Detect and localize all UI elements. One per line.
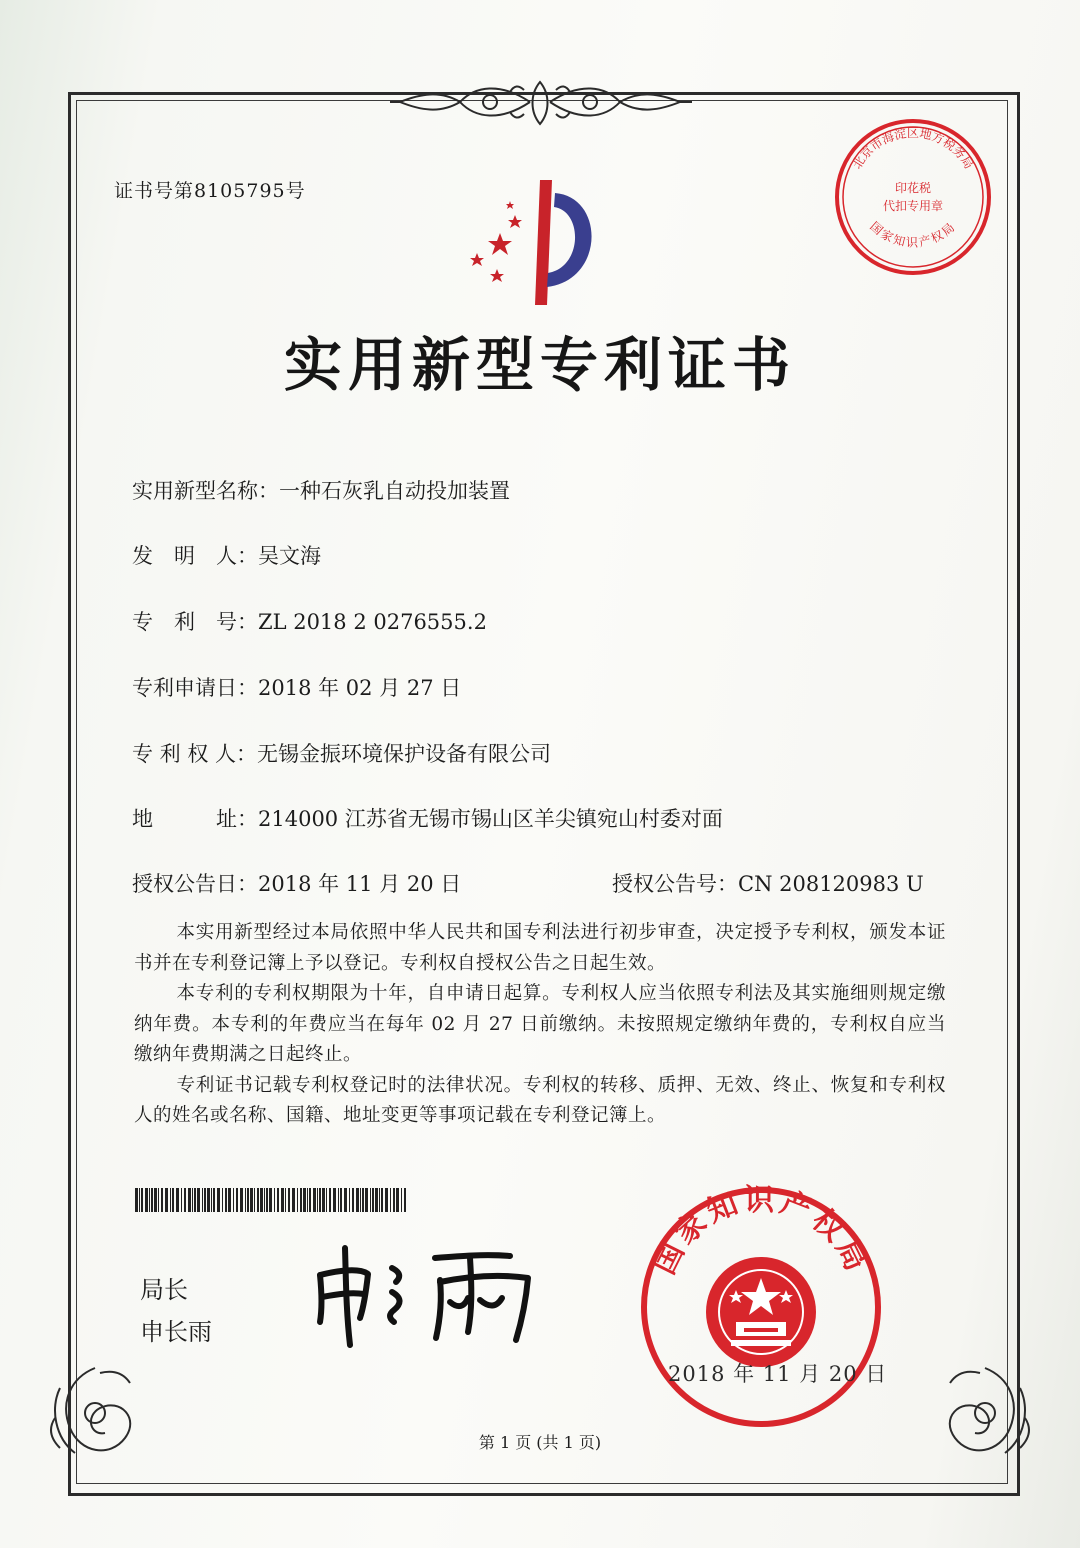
svg-text:国家知识产权局: [867, 219, 958, 249]
field-label: 专利申请日：: [132, 676, 258, 700]
body-paragraph: 本实用新型经过本局依照中华人民共和国专利法进行初步审查，决定授予专利权，颁发本证书并在专利登记簿上予以登记。专利权自授权公告之日起生效。: [134, 922, 946, 974]
tax-seal: [828, 112, 998, 282]
body-paragraph: 专利证书记载专利权登记时的法律状况。专利权的转移、质押、无效、终止、恢复和专利权人的姓名或名称、国籍、地址变更等事项记载在专利登记簿上。: [134, 1074, 946, 1126]
tax-seal-center-bottom: 代扣专用章: [882, 199, 944, 213]
field-value: 2018 年 11 月 20 日: [258, 872, 462, 896]
field-label: 发 明 人：: [132, 544, 258, 568]
svg-text:北京市海淀区地方税务局: [850, 125, 976, 171]
tax-seal-center-top: 印花税: [894, 181, 932, 195]
field-value: ZL 2018 2 0276555.2: [258, 610, 487, 634]
field-grant-number: [612, 868, 924, 898]
field-utility-model-name: [132, 475, 510, 505]
national-ip-office-seal: [636, 1182, 886, 1432]
field-patent-number: [132, 606, 487, 636]
barcode-icon: [135, 1188, 410, 1212]
certificate-body: [134, 918, 946, 1132]
page-number: 第 1 页 (共 1 页): [478, 1433, 602, 1452]
top-ornament-icon: [380, 72, 700, 134]
field-value: CN 208120983 U: [738, 872, 924, 896]
field-label: 专 利 号：: [132, 610, 258, 634]
field-value: 无锡金振环境保护设备有限公司: [257, 742, 552, 766]
field-label: 实用新型名称：: [132, 479, 279, 503]
patent-emblem-icon: [455, 175, 615, 310]
field-value: 2018 年 02 月 27 日: [258, 676, 462, 700]
field-label: 授权公告日：: [132, 872, 258, 896]
field-label: 专 利 权 人：: [132, 742, 258, 766]
stamp-date: 2018 年 11 月 20 日: [668, 1362, 888, 1386]
body-paragraph: 本专利的专利权期限为十年，自申请日起算。专利权人应当依照专利法及其实施细则规定缴纳年费。本专利的年费应当在每年 02 月 27 日前缴纳。未按照规定缴纳年费的，专利权自应当缴纳年费期满之日起终止。: [134, 983, 946, 1065]
tax-seal-bottom-text: 国家知识产权局: [867, 219, 959, 250]
field-inventor: [132, 540, 321, 570]
field-patentee: [132, 738, 551, 768]
field-value: 一种石灰乳自动投加装置: [279, 479, 510, 503]
director-title: 局长: [140, 1276, 188, 1304]
field-label: 地 址：: [132, 807, 258, 831]
field-address: [132, 803, 723, 833]
field-filing-date: [132, 672, 461, 702]
field-value: 214000 江苏省无锡市锡山区羊尖镇宛山村委对面: [258, 807, 723, 831]
signature-icon: [300, 1240, 560, 1350]
field-grant-date: [132, 868, 461, 898]
field-label: 授权公告号：: [612, 872, 738, 896]
field-value: 吴文海: [258, 544, 321, 568]
certificate-number: 证书号第8105795号: [114, 180, 306, 202]
seal-ring-text: 国家知识产权局: [646, 1183, 876, 1280]
director-name: 申长雨: [140, 1318, 212, 1346]
tax-seal-ring-text: 北京市海淀区地方税务局: [849, 126, 977, 172]
certificate-title: 实用新型专利证书: [283, 331, 796, 399]
